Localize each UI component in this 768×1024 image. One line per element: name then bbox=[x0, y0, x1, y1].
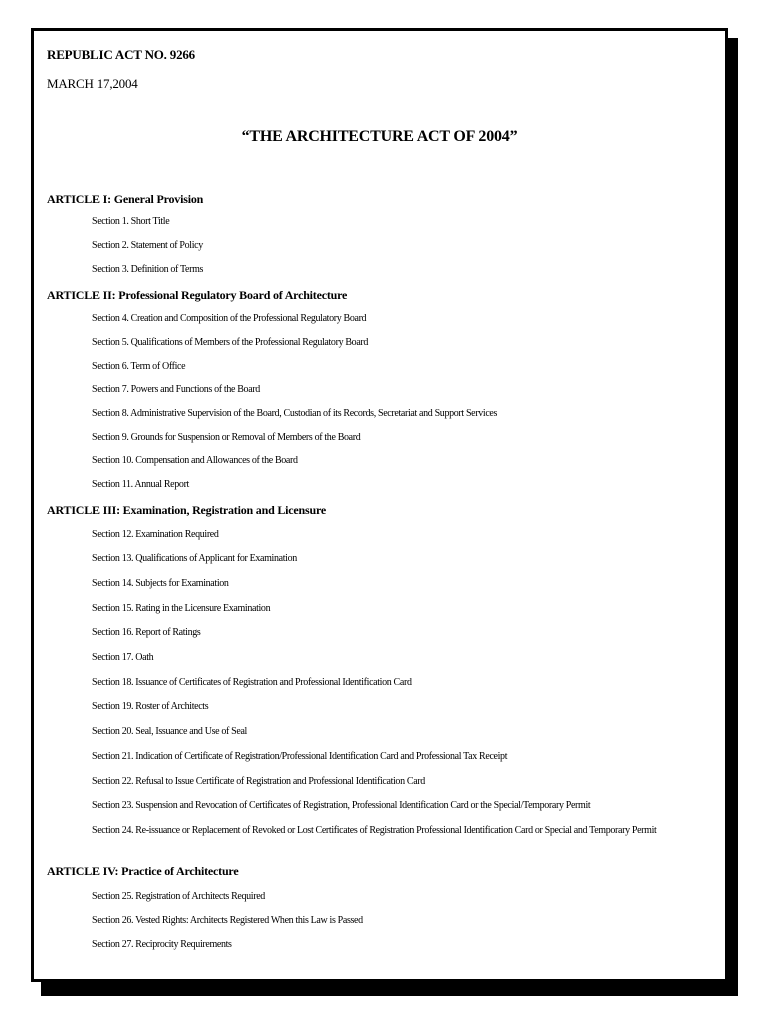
section-item: Section 9. Grounds for Suspension or Removal of Members of the Board bbox=[92, 432, 361, 443]
section-item: Section 19. Roster of Architects bbox=[92, 701, 209, 712]
section-item: Section 22. Refusal to Issue Certificate of Registration and Professional Identification Card bbox=[92, 776, 425, 787]
act-number: REPUBLIC ACT NO. 9266 bbox=[47, 47, 195, 62]
section-item: Section 8. Administrative Supervision of the Board, Custodian of its Records, Secretariat and Support Services bbox=[92, 408, 498, 419]
section-item: Section 15. Rating in the Licensure Examination bbox=[92, 603, 271, 614]
section-item: Section 2. Statement of Policy bbox=[92, 240, 203, 251]
section-item: Section 17. Oath bbox=[92, 652, 154, 663]
section-item: Section 1. Short Title bbox=[92, 216, 170, 227]
article-heading: ARTICLE II: Professional Regulatory Board of Architecture bbox=[47, 288, 348, 302]
act-date: MARCH 17,2004 bbox=[47, 76, 138, 91]
section-item: Section 23. Suspension and Revocation of Certificates of Registration, Professional Identification Card or the Special/Temporary Permit bbox=[92, 800, 591, 811]
section-item: Section 12. Examination Required bbox=[92, 529, 219, 540]
section-item: Section 24. Re-issuance or Replacement of Revoked or Lost Certificates of Registration Professional Identification Card or Special and Temporary Permit bbox=[92, 825, 657, 836]
section-item: Section 5. Qualifications of Members of the Professional Regulatory Board bbox=[92, 337, 369, 348]
section-item: Section 25. Registration of Architects Required bbox=[92, 891, 265, 902]
section-item: Section 18. Issuance of Certificates of Registration and Professional Identification Card bbox=[92, 677, 412, 688]
section-item: Section 13. Qualifications of Applicant for Examination bbox=[92, 553, 297, 564]
section-item: Section 4. Creation and Composition of the Professional Regulatory Board bbox=[92, 313, 367, 324]
section-item: Section 3. Definition of Terms bbox=[92, 264, 204, 275]
section-item: Section 10. Compensation and Allowances of the Board bbox=[92, 455, 298, 466]
article-heading: ARTICLE I: General Provision bbox=[47, 192, 204, 206]
section-item: Section 16. Report of Ratings bbox=[92, 627, 201, 638]
document-title: “THE ARCHITECTURE ACT OF 2004” bbox=[241, 128, 518, 145]
document-page bbox=[31, 28, 728, 982]
section-item: Section 27. Reciprocity Requirements bbox=[92, 939, 232, 950]
section-item: Section 21. Indication of Certificate of Registration/Professional Identification Card and Professional Tax Receipt bbox=[92, 751, 508, 762]
section-item: Section 20. Seal, Issuance and Use of Seal bbox=[92, 726, 247, 737]
section-item: Section 26. Vested Rights: Architects Registered When this Law is Passed bbox=[92, 915, 363, 926]
section-item: Section 6. Term of Office bbox=[92, 361, 186, 372]
section-item: Section 14. Subjects for Examination bbox=[92, 578, 229, 589]
section-item: Section 11. Annual Report bbox=[92, 479, 189, 490]
article-heading: ARTICLE III: Examination, Registration and Licensure bbox=[47, 503, 326, 517]
section-item: Section 7. Powers and Functions of the Board bbox=[92, 384, 260, 395]
article-heading: ARTICLE IV: Practice of Architecture bbox=[47, 864, 239, 878]
